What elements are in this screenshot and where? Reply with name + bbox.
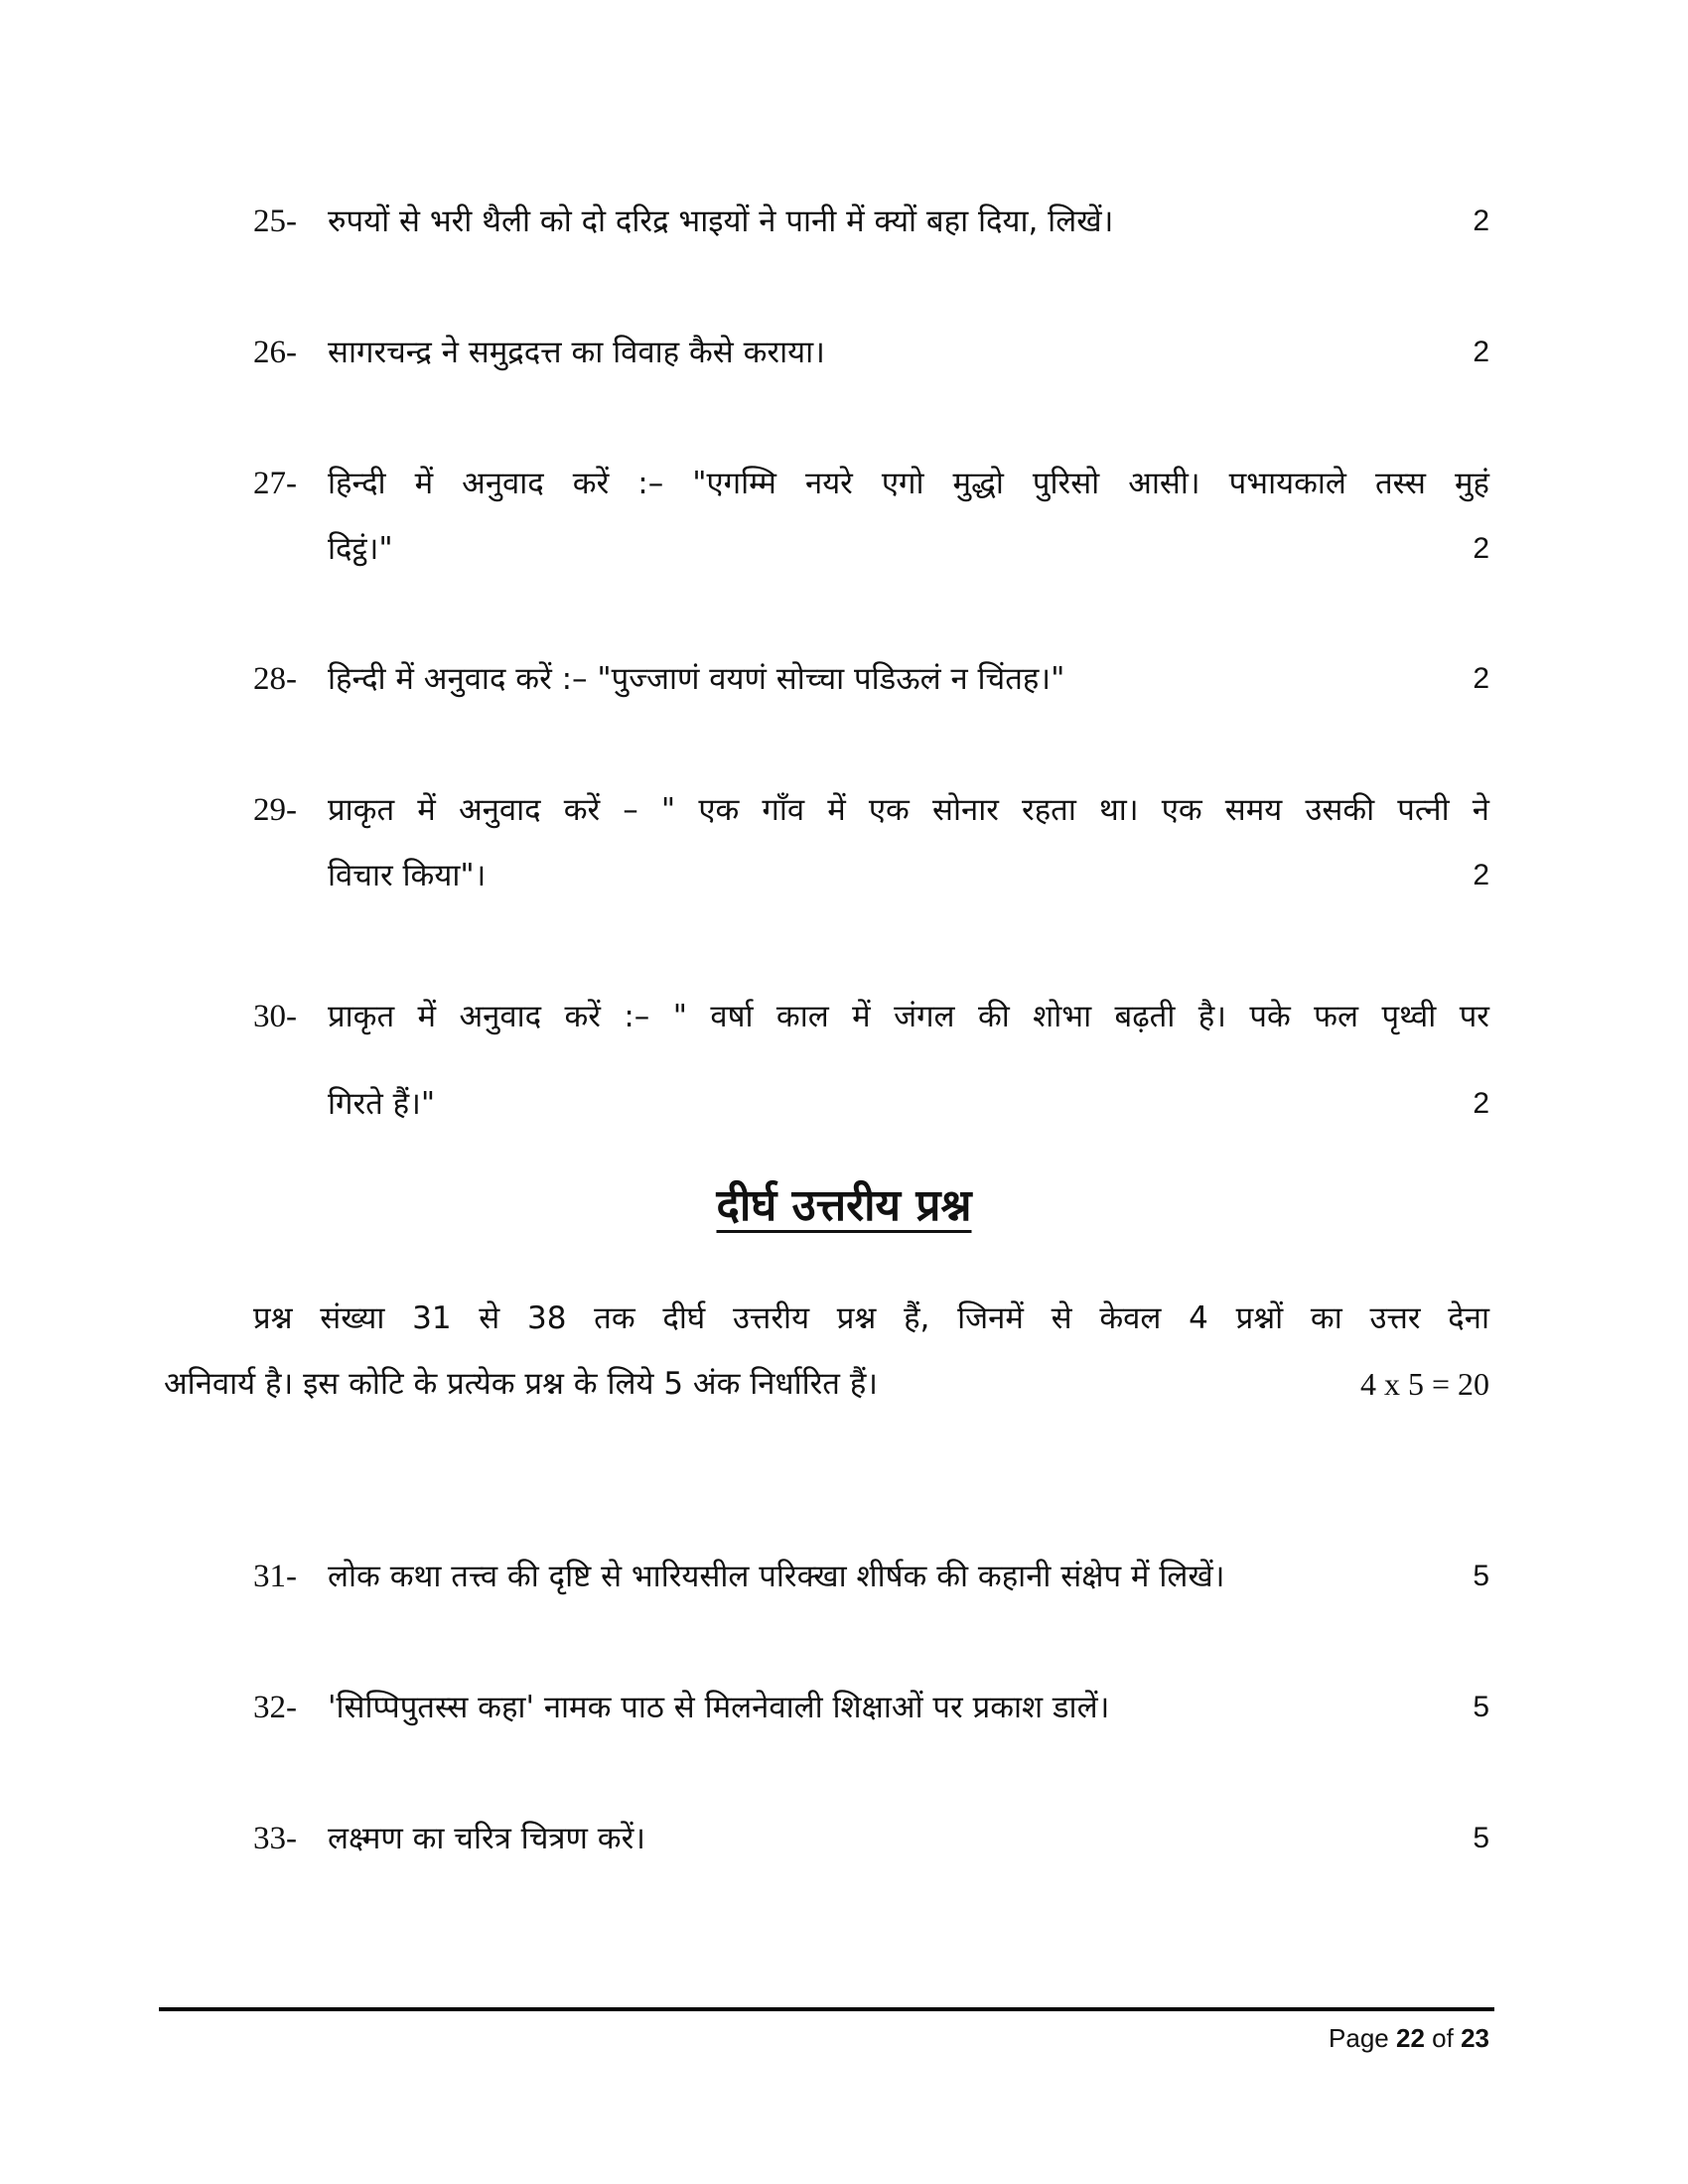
marks-scheme: 4 x 5 = 20	[1359, 1366, 1489, 1402]
page-current: 22	[1396, 2023, 1425, 2053]
question-number: 25-	[253, 204, 297, 239]
page-total: 23	[1461, 2023, 1489, 2053]
question-marks: 5	[1473, 1560, 1489, 1592]
instruction-line-1: प्रश्न संख्या 31 से 38 तक दीर्घ उत्तरीय प्रश्न हैं, जिनमें से केवल 4 प्रश्नों का उत्तर देना	[253, 1300, 1489, 1336]
question-28	[253, 646, 1489, 712]
question-marks: 2	[1473, 859, 1489, 891]
question-number: 33-	[253, 1821, 297, 1856]
question-marks: 5	[1473, 1822, 1489, 1854]
page-of: of	[1432, 2023, 1454, 2053]
question-number: 30-	[253, 999, 297, 1034]
question-text-continued: विचार किया"।	[328, 858, 487, 893]
question-32	[253, 1675, 1489, 1740]
section-heading	[0, 1176, 1688, 1236]
question-number: 29-	[253, 792, 297, 828]
question-marks: 5	[1473, 1691, 1489, 1723]
question-33	[253, 1806, 1489, 1871]
question-marks: 2	[1473, 336, 1489, 368]
question-text: सागरचन्द्र ने समुद्रदत्त का विवाह कैसे कराया।	[328, 335, 825, 370]
question-number: 28-	[253, 661, 297, 697]
question-31	[253, 1544, 1489, 1609]
question-30	[253, 973, 1489, 1148]
question-text: हिन्दी में अनुवाद करें :– "एगम्मि नयरे एगो मुद्धो पुरिसो आसी। पभायकाले तस्स मुहं	[328, 466, 1489, 501]
question-number: 27-	[253, 466, 297, 501]
page-number	[1329, 2023, 1489, 2054]
question-text: प्राकृत में अनुवाद करें – " एक गाँव में एक सोनार रहता था। एक समय उसकी पत्नी ने	[328, 792, 1489, 828]
page-prefix: Page	[1329, 2023, 1389, 2053]
question-marks: 2	[1473, 662, 1489, 695]
question-text-continued: गिरते हैं।"	[328, 1086, 436, 1122]
question-29	[253, 777, 1489, 908]
question-number: 26-	[253, 335, 297, 370]
section-instructions	[164, 1286, 1489, 1417]
question-26	[253, 320, 1489, 385]
question-text: हिन्दी में अनुवाद करें :– "पुज्जाणं वयणं सोच्चा पडिऊलं न चिंतह।"	[328, 661, 1065, 697]
question-27	[253, 451, 1489, 582]
instruction-line-2: अनिवार्य है। इस कोटि के प्रत्येक प्रश्न के लिये 5 अंक निर्धारित हैं।	[164, 1366, 879, 1402]
question-number: 32-	[253, 1690, 297, 1725]
question-marks: 2	[1473, 1087, 1489, 1120]
footer-rule	[159, 2007, 1494, 2011]
question-number: 31-	[253, 1559, 297, 1594]
question-marks: 2	[1473, 205, 1489, 237]
question-text: लक्ष्मण का चरित्र चित्रण करें।	[328, 1821, 645, 1856]
question-25	[253, 189, 1489, 254]
question-marks: 2	[1473, 532, 1489, 565]
question-text-continued: दिट्ठं।"	[328, 531, 393, 567]
question-text: रुपयों से भरी थैली को दो दरिद्र भाइयों ने पानी में क्यों बहा दिया, लिखें।	[328, 204, 1114, 239]
section-heading-text: दीर्घ उत्तरीय प्रश्न	[716, 1180, 972, 1231]
question-text: लोक कथा तत्त्व की दृष्टि से भारियसील परिक्खा शीर्षक की कहानी संक्षेप में लिखें।	[328, 1559, 1225, 1594]
question-text: 'सिप्पिपुतस्स कहा' नामक पाठ से मिलनेवाली शिक्षाओं पर प्रकाश डालें।	[328, 1690, 1110, 1725]
question-text: प्राकृत में अनुवाद करें :– " वर्षा काल में जंगल की शोभा बढ़ती है। पके फल पृथ्वी पर	[328, 999, 1489, 1034]
